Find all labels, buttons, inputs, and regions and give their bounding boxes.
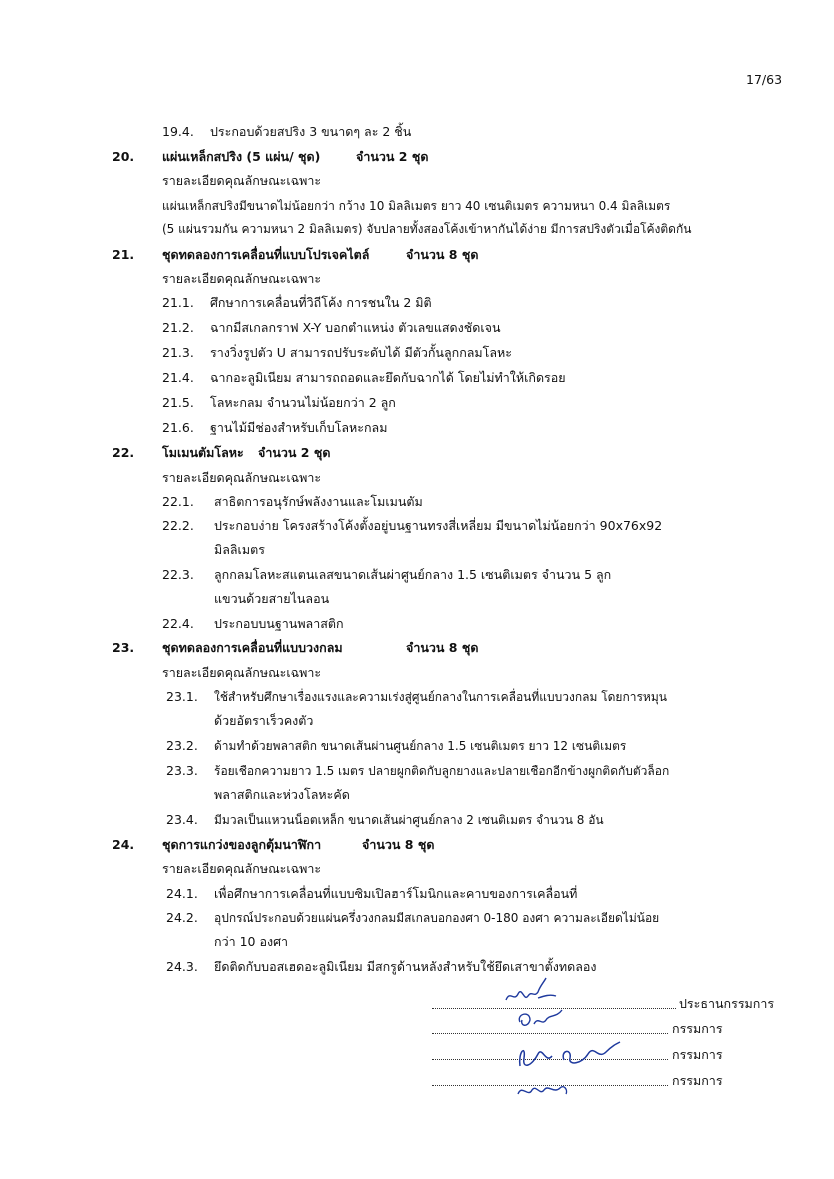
item-21-1-text: ศึกษาการเคลื่อนที่วิถีโค้ง การชนใน 2 มิติ: [210, 295, 432, 310]
item-23-3-number: 23.3.: [166, 763, 198, 778]
page-number: 17/63: [746, 72, 783, 87]
item-21-1-number: 21.1.: [162, 295, 194, 310]
item-24-spec-label: รายละเอียดคุณลักษณะเฉพาะ: [162, 861, 322, 876]
item-22-4-number: 22.4.: [162, 616, 194, 631]
item-24-quantity: จำนวน 8 ชุด: [362, 837, 435, 852]
item-24-2-text-cont: กว่า 10 องศา: [214, 934, 289, 949]
item-22-3-text-cont: แขวนด้วยสายไนลอน: [214, 591, 330, 606]
item-22-1-number: 22.1.: [162, 494, 194, 509]
item-22-2-text: ประกอบง่าย โครงสร้างโค้งตั้งอยู่บนฐานทรงสี่เหลี่ยม มีขนาดไม่น้อยกว่า 90x76x92: [214, 518, 663, 533]
item-24-number: 24.: [112, 837, 135, 852]
item-22-quantity: จำนวน 2 ชุด: [258, 445, 331, 460]
item-21-3-text: รางวิ่งรูปตัว U สามารถปรับระดับได้ มีตัวกั้นลูกกลมโลหะ: [210, 345, 512, 360]
item-19-4-text: ประกอบด้วยสปริง 3 ขนาดๆ ละ 2 ชิ้น: [210, 124, 412, 139]
item-20-title: แผ่นเหล็กสปริง (5 แผ่น/ ชุด): [162, 149, 321, 164]
item-21-5-number: 21.5.: [162, 395, 194, 410]
item-20-desc-line2: (5 แผ่นรวมกัน ความหนา 2 มิลลิเมตร) จับปลายทั้งสองโค้งเข้าหากันได้ง่าย มีการสปริงตัวเมื่อโค้งติดกัน: [162, 222, 692, 236]
signature-role-chair: ประธานกรรมการ: [679, 996, 775, 1011]
item-19-4-number: 19.4.: [162, 124, 194, 139]
item-23-1-text-cont: ด้วยอัตราเร็วคงตัว: [214, 713, 314, 728]
signature-scribble-member-2: [512, 1036, 624, 1076]
item-21-3-number: 21.3.: [162, 345, 194, 360]
signature-role-member-1: กรรมการ: [672, 1021, 723, 1036]
item-21-4-text: ฉากอะลูมิเนียม สามารถถอดและยึดกับฉากได้ โดยไม่ทำให้เกิดรอย: [210, 370, 566, 385]
item-23-4-text: มีมวลเป็นแหวนน็อตเหล็ก ขนาดเส้นผ่าศูนย์กลาง 2 เซนติเมตร จำนวน 8 อัน: [214, 813, 604, 827]
item-24-1-text: เพื่อศึกษาการเคลื่อนที่แบบซิมเปิลฮาร์โมนิกและคาบของการเคลื่อนที่: [214, 886, 578, 901]
signature-scribble-chair: [500, 972, 560, 1008]
item-21-2-number: 21.2.: [162, 320, 194, 335]
item-22-2-number: 22.2.: [162, 518, 194, 533]
item-21-5-text: โลหะกลม จำนวนไม่น้อยกว่า 2 ลูก: [210, 395, 396, 410]
item-20-quantity: จำนวน 2 ชุด: [356, 149, 429, 164]
signature-scribble-member-3: [512, 1080, 572, 1102]
signature-role-member-3: กรรมการ: [672, 1073, 723, 1088]
item-20-number: 20.: [112, 149, 135, 164]
item-24-title: ชุดการแกว่งของลูกตุ้มนาฬิกา: [162, 837, 322, 852]
item-21-4-number: 21.4.: [162, 370, 194, 385]
item-21-6-number: 21.6.: [162, 420, 194, 435]
item-23-spec-label: รายละเอียดคุณลักษณะเฉพาะ: [162, 665, 322, 680]
item-23-3-text-cont: พลาสติกและห่วงโลหะคัด: [214, 787, 350, 802]
item-21-number: 21.: [112, 247, 135, 262]
item-24-2-number: 24.2.: [166, 910, 198, 925]
item-20-desc-line1: แผ่นเหล็กสปริงมีขนาดไม่น้อยกว่า กว้าง 10 มิลลิเมตร ยาว 40 เซนติเมตร ความหนา 0.4 มิลลิเมตร: [162, 199, 671, 213]
item-21-spec-label: รายละเอียดคุณลักษณะเฉพาะ: [162, 271, 322, 286]
item-23-4-number: 23.4.: [166, 812, 198, 827]
item-23-3-text: ร้อยเชือกความยาว 1.5 เมตร ปลายผูกติดกับลูกยางและปลายเชือกอีกข้างผูกติดกับตัวล็อก: [214, 764, 670, 778]
item-23-number: 23.: [112, 640, 135, 655]
item-20-spec-label: รายละเอียดคุณลักษณะเฉพาะ: [162, 173, 322, 188]
item-23-2-text: ด้ามทำด้วยพลาสติก ขนาดเส้นผ่านศูนย์กลาง 1.5 เซนติเมตร ยาว 12 เซนติเมตร: [214, 739, 627, 753]
item-23-title: ชุดทดลองการเคลื่อนที่แบบวงกลม: [162, 640, 343, 655]
item-22-spec-label: รายละเอียดคุณลักษณะเฉพาะ: [162, 470, 322, 485]
item-24-1-number: 24.1.: [166, 886, 198, 901]
item-21-2-text: ฉากมีสเกลกราฟ X-Y บอกตำแหน่ง ตัวเลขแสดงชัดเจน: [210, 320, 501, 335]
item-21-quantity: จำนวน 8 ชุด: [406, 247, 479, 262]
item-24-3-number: 24.3.: [166, 959, 198, 974]
item-24-2-text: อุปกรณ์ประกอบด้วยแผ่นครึ่งวงกลมมีสเกลบอกองศา 0-180 องศา ความละเอียดไม่น้อย: [214, 911, 660, 925]
item-21-6-text: ฐานไม้มีช่องสำหรับเก็บโลหะกลม: [210, 420, 388, 435]
item-23-1-number: 23.1.: [166, 689, 198, 704]
item-22-3-text: ลูกกลมโลหะสแตนเลสขนาดเส้นผ่าศูนย์กลาง 1.5 เซนติเมตร จำนวน 5 ลูก: [214, 567, 612, 582]
item-23-2-number: 23.2.: [166, 738, 198, 753]
item-23-1-text: ใช้สำหรับศึกษาเรื่องแรงและความเร่งสู่ศูนย์กลางในการเคลื่อนที่แบบวงกลม โดยการหมุน: [214, 690, 667, 704]
item-22-4-text: ประกอบบนฐานพลาสติก: [214, 616, 344, 631]
item-22-number: 22.: [112, 445, 135, 460]
item-22-title: โมเมนตัมโลหะ: [162, 445, 244, 460]
signature-scribble-member-1: [512, 1004, 572, 1034]
item-24-3-text: ยึดติดกับบอสเฮดอะลูมิเนียม มีสกรูด้านหลังสำหรับใช้ยึดเสาขาตั้งทดลอง: [214, 959, 597, 974]
item-22-2-text-cont: มิลลิเมตร: [214, 542, 265, 557]
item-22-1-text: สาธิตการอนุรักษ์พลังงานและโมเมนตัม: [214, 494, 423, 509]
item-21-title: ชุดทดลองการเคลื่อนที่แบบโปรเจคไตล์: [162, 247, 370, 262]
signature-role-member-2: กรรมการ: [672, 1047, 723, 1062]
item-23-quantity: จำนวน 8 ชุด: [406, 640, 479, 655]
item-22-3-number: 22.3.: [162, 567, 194, 582]
